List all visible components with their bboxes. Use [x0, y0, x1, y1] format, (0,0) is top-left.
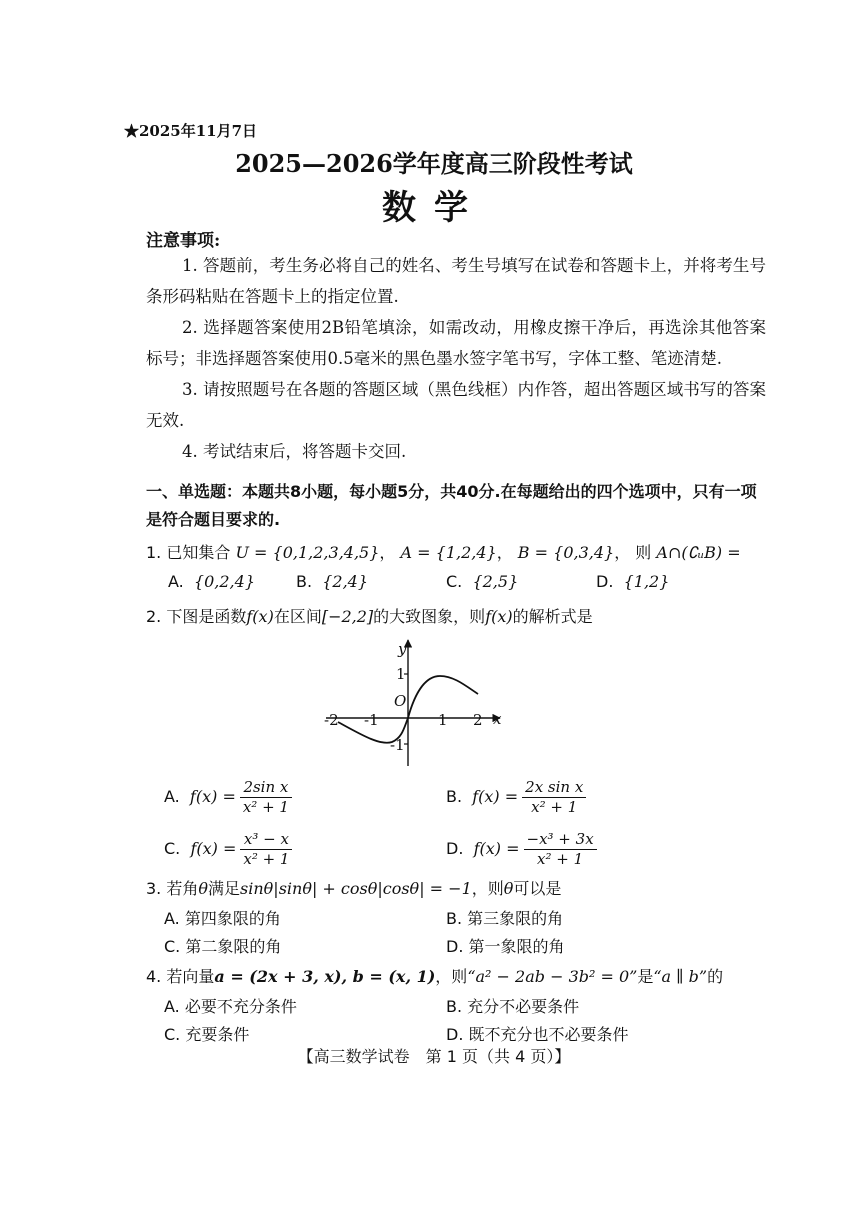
question-1: 1. 已知集合 U = {0,1,2,3,4,5}， A = {1,2,4}， B = {0,3,4}， 则 A∩(∁ᵤB) =	[146, 543, 741, 562]
y-tick-label-1: 1	[396, 665, 406, 683]
exam-subject: 数学	[382, 188, 486, 228]
q2-stem-d: 的解析式是	[512, 607, 593, 626]
question-3	[146, 876, 561, 899]
q4-stem-b: ，则	[435, 967, 468, 986]
question-4	[146, 964, 723, 987]
option-fraction	[240, 830, 292, 869]
q1-number: 1.	[146, 543, 162, 562]
q1-ask: 则	[635, 543, 652, 562]
note-item-3: 3. 请按照题号在各题的答题区域（黑色线框）内作答，超出答题区域书写的答案无效.	[146, 380, 766, 430]
fraction-numerator: −x³ + 3x	[524, 830, 597, 850]
q1-option-b	[296, 572, 368, 591]
q1-set-u: U = {0,1,2,3,4,5}	[235, 543, 380, 562]
q2-number: 2.	[146, 607, 162, 626]
q3-condition: sinθ|sinθ| + cosθ|cosθ| = −1	[240, 879, 472, 898]
fraction-denominator: x² + 1	[537, 850, 584, 868]
option-label: D.	[446, 839, 464, 858]
question-2	[146, 604, 593, 627]
fraction-numerator: 2x sin x	[522, 778, 586, 798]
option-lhs: f(x) =	[473, 839, 520, 858]
q3-stem-d: 可以是	[513, 879, 562, 898]
option-label: B.	[296, 572, 313, 591]
x-tick-label-neg2: -2	[324, 711, 339, 729]
option-text: 充分不必要条件	[467, 997, 580, 1016]
option-label: D.	[596, 572, 614, 591]
option-label: D.	[446, 1025, 464, 1044]
q1-prefix: 已知集合	[166, 543, 231, 562]
q2-option-b	[446, 778, 586, 817]
fraction-numerator: 2sin x	[240, 778, 292, 798]
option-text: {1,2}	[623, 572, 670, 591]
option-label: D.	[446, 937, 464, 956]
fraction-denominator: x² + 1	[243, 850, 290, 868]
q3-number: 3.	[146, 879, 162, 898]
option-fraction	[240, 778, 292, 817]
q4-vectors: a = (2x + 3, x), b = (x, 1)	[214, 967, 436, 986]
q2-stem-c: 的大致图象，则	[373, 607, 486, 626]
q1-set-a: A = {1,2,4}	[400, 543, 497, 562]
option-fraction	[522, 778, 586, 817]
option-lhs: f(x) =	[472, 787, 519, 806]
option-label: C.	[164, 839, 181, 858]
q2-option-d	[446, 830, 597, 869]
option-text: 充要条件	[185, 1025, 250, 1044]
q4-number: 4.	[146, 967, 162, 986]
q3-theta: θ	[198, 879, 209, 898]
q4-condition-1: “a² − 2ab − 3b² = 0”	[467, 967, 638, 986]
exam-date: ★2025年11月7日	[124, 122, 258, 140]
q1-option-d	[596, 572, 669, 591]
option-text: 必要不充分条件	[184, 997, 297, 1016]
option-label: B.	[446, 997, 463, 1016]
fraction-denominator: x² + 1	[531, 798, 578, 816]
option-text: 第三象限的角	[467, 909, 564, 928]
option-label: C.	[164, 937, 181, 956]
option-label: A.	[164, 909, 180, 928]
function-graph	[318, 634, 508, 770]
q2-interval: [−2,2]	[321, 607, 374, 626]
fraction-numerator: x³ − x	[240, 830, 292, 850]
q3-stem-b: 满足	[208, 879, 241, 898]
y-tick-label-neg1: -1	[390, 736, 405, 754]
q4-option-c	[164, 1022, 249, 1045]
note-item-4: 4. 考试结束后，将答题卡交回.	[182, 442, 407, 461]
q1-expr: A∩(∁ᵤB) =	[656, 543, 741, 562]
option-label: B.	[446, 787, 463, 806]
option-text: {2,5}	[472, 572, 519, 591]
note-item-1: 1. 答题前，考生务必将自己的姓名、考生号填写在试卷和答题卡上，并将考生号条形码粘贴在答题卡上的指定位置.	[146, 256, 766, 306]
fraction-denominator: x² + 1	[242, 798, 289, 816]
q2-option-a	[164, 778, 292, 817]
q4-stem-a: 若向量	[166, 967, 215, 986]
q3-stem-c: ，则	[471, 879, 504, 898]
exam-title: 2025—2026学年度高三阶段性考试	[235, 149, 633, 178]
q3-option-d	[446, 934, 565, 957]
q1-option-a	[168, 572, 255, 591]
q3-option-b	[446, 906, 563, 929]
option-fraction	[524, 830, 597, 869]
option-text: 第一象限的角	[468, 937, 565, 956]
option-label: A.	[168, 572, 184, 591]
option-lhs: f(x) =	[190, 839, 237, 858]
q2-stem-b: 在区间	[273, 607, 322, 626]
option-lhs: f(x) =	[189, 787, 236, 806]
note-item-2: 2. 选择题答案使用2B铅笔填涂，如需改动，用橡皮擦干净后，再选涂其他答案标号；非选择题答案使用0.5毫米的黑色墨水签字笔书写，字体工整、笔迹清楚.	[146, 318, 766, 368]
q1-set-b: B = {0,3,4}	[517, 543, 615, 562]
q4-stem-c: 是	[637, 967, 654, 986]
q2-fx: f(x)	[246, 607, 274, 626]
q2-option-c	[164, 830, 292, 869]
q4-condition-2: “a ∥ b”	[653, 967, 708, 986]
option-text: {0,2,4}	[193, 572, 255, 591]
q1-option-c	[446, 572, 518, 591]
q4-option-a	[164, 994, 297, 1017]
x-axis-label: x	[493, 710, 502, 728]
x-tick-label-1: 1	[438, 711, 448, 729]
option-text: 第二象限的角	[185, 937, 282, 956]
y-axis-label: y	[398, 640, 407, 658]
q3-theta-2: θ	[503, 879, 514, 898]
q2-stem-a: 下图是函数	[166, 607, 247, 626]
option-label: A.	[164, 997, 180, 1016]
section-heading: 一、单选题：本题共8小题，每小题5分，共40分.在每题给出的四个选项中，只有一项是符合题目要求的.	[146, 482, 757, 529]
option-label: C.	[446, 572, 463, 591]
option-label: C.	[164, 1025, 181, 1044]
q3-option-c	[164, 934, 281, 957]
notes-list	[146, 250, 766, 467]
option-text: {2,4}	[322, 572, 369, 591]
x-tick-label-neg1: -1	[364, 711, 379, 729]
q4-option-b	[446, 994, 579, 1017]
q2-fx-2: f(x)	[485, 607, 513, 626]
q3-option-a	[164, 906, 281, 929]
notes-heading: 注意事项:	[146, 231, 221, 251]
x-tick-label-2: 2	[473, 711, 483, 729]
page-footer: 【高三数学试卷 第 1 页（共 4 页）】	[297, 1047, 571, 1066]
origin-label: O	[394, 692, 407, 710]
q4-option-d	[446, 1022, 629, 1045]
option-label: A.	[164, 787, 180, 806]
option-text: 既不充分也不必要条件	[468, 1025, 629, 1044]
option-text: 第四象限的角	[184, 909, 281, 928]
q4-stem-d: 的	[707, 967, 724, 986]
q3-stem-a: 若角	[166, 879, 199, 898]
option-label: B.	[446, 909, 463, 928]
